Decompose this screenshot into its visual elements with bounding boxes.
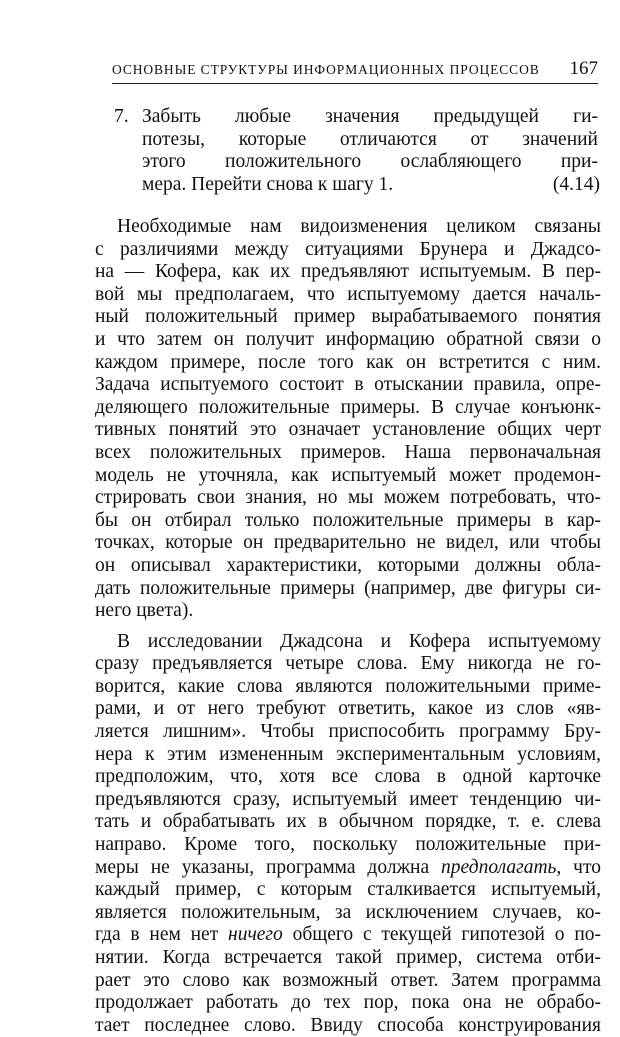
paragraph-1	[95, 216, 601, 623]
step-line: мера. Перейти снова к шагу 1.	[142, 173, 394, 195]
text-line: с различиями между ситуациями Брунера и Джадсо-	[95, 238, 601, 260]
text-line: ляется лишним». Чтобы приспособить программу Бру-	[95, 721, 601, 743]
text-line: бы он отбирал только положительные примеры в кар-	[95, 509, 601, 531]
equation-number: (4.14)	[552, 173, 600, 195]
text-line: В исследовании Джадсона и Кофера испытуемому	[117, 630, 601, 652]
page-number: 167	[569, 58, 598, 79]
text-line: стрировать свои знания, но мы можем потребовать, что-	[95, 487, 601, 509]
text-fragment: меры не указаны, программа должна	[95, 856, 442, 878]
step-number: 7.	[114, 106, 129, 127]
text-line: тивных понятий это означает установление общих черт	[95, 419, 601, 441]
body-text	[95, 216, 601, 1037]
algorithm-step-7	[112, 106, 598, 196]
text-line: точках, которые он предварительно не видел, или чтобы	[95, 532, 601, 554]
text-line: нера к этим измененным экспериментальным условиям,	[95, 743, 601, 765]
text-line: каждый пример, с которым сталкивается испытуемый,	[95, 879, 601, 901]
paragraph-gap	[95, 623, 601, 631]
text-line: предположим, что, хотя все слова в одной карточке	[95, 766, 601, 788]
step-line: этого положительного ослабляющего при-	[142, 151, 598, 173]
text-line: рает это слово как возможный ответ. Затем программа	[95, 969, 601, 991]
text-line: ворится, какие слова являются положительными приме-	[95, 675, 601, 697]
text-line: и что затем он получит информацию обратной связи о	[95, 328, 601, 350]
text-fragment: общего с текущей гипотезой о по-	[282, 924, 601, 946]
text-line-with-emphasis	[95, 924, 601, 947]
text-line: он описывал характеристики, которыми должны обла-	[95, 554, 601, 576]
text-fragment: гда в нем нет	[95, 924, 229, 946]
text-line: вой мы предполагаем, что испытуемому дается началь-	[95, 283, 601, 305]
emphasis-text: ничего	[228, 924, 283, 946]
emphasis-text: предполагать,	[441, 856, 562, 878]
text-line: дать положительные примеры (например, две фигуры си-	[95, 577, 601, 599]
text-line: ный положительный пример вырабатываемого понятия	[95, 306, 601, 328]
text-line: сразу предъявляется четыре слова. Ему никогда не го-	[95, 653, 601, 675]
text-line: Задача испытуемого состоит в отыскании правила, опре-	[95, 374, 601, 396]
text-fragment: что	[561, 856, 602, 878]
step-body	[142, 106, 598, 196]
page-header	[112, 56, 598, 84]
text-line: предъявляются сразу, испытуемый имеет тенденцию чи-	[95, 788, 601, 810]
text-line: является положительным, за исключением случаев, ко-	[95, 901, 601, 923]
header-rule	[112, 83, 598, 84]
text-line: направо. Кроме того, поскольку положительные при-	[95, 834, 601, 856]
text-line: каждом примере, после того как он встретится с ним.	[95, 351, 601, 373]
text-line: всех положительных примеров. Наша первоначальная	[95, 441, 601, 463]
step-line: Забыть любые значения предыдущей ги-	[142, 106, 598, 127]
text-line: Необходимые нам видоизменения целиком связаны	[117, 216, 601, 237]
step-line-last	[142, 174, 598, 197]
text-line-with-emphasis	[95, 857, 601, 880]
text-line: рами, и от него требуют ответить, какое из слов «яв-	[95, 698, 601, 720]
text-line: модель не уточняла, как испытуемый может продемон-	[95, 464, 601, 486]
text-line: нятии. Когда встречается такой пример, система отби-	[95, 947, 601, 968]
running-head: ОСНОВНЫЕ СТРУКТУРЫ ИНФОРМАЦИОННЫХ ПРОЦЕССОВ	[112, 62, 540, 77]
text-line: деляющего положительные примеры. В случае конъюнк-	[95, 396, 601, 418]
text-line: тает последнее слово. Ввиду способа конструирования	[95, 1014, 601, 1036]
text-line: продолжает работать до тех пор, пока она не обрабо-	[95, 992, 601, 1014]
text-line: на — Кофера, как их предъявляют испытуемым. В пер-	[95, 261, 601, 283]
paragraph-2	[95, 631, 601, 1037]
text-line: него цвета).	[95, 600, 194, 622]
step-line: потезы, которые отличаются от значений	[142, 128, 598, 150]
text-line: тать и обрабатывать их в обычном порядке, т. е. слева	[95, 811, 601, 833]
